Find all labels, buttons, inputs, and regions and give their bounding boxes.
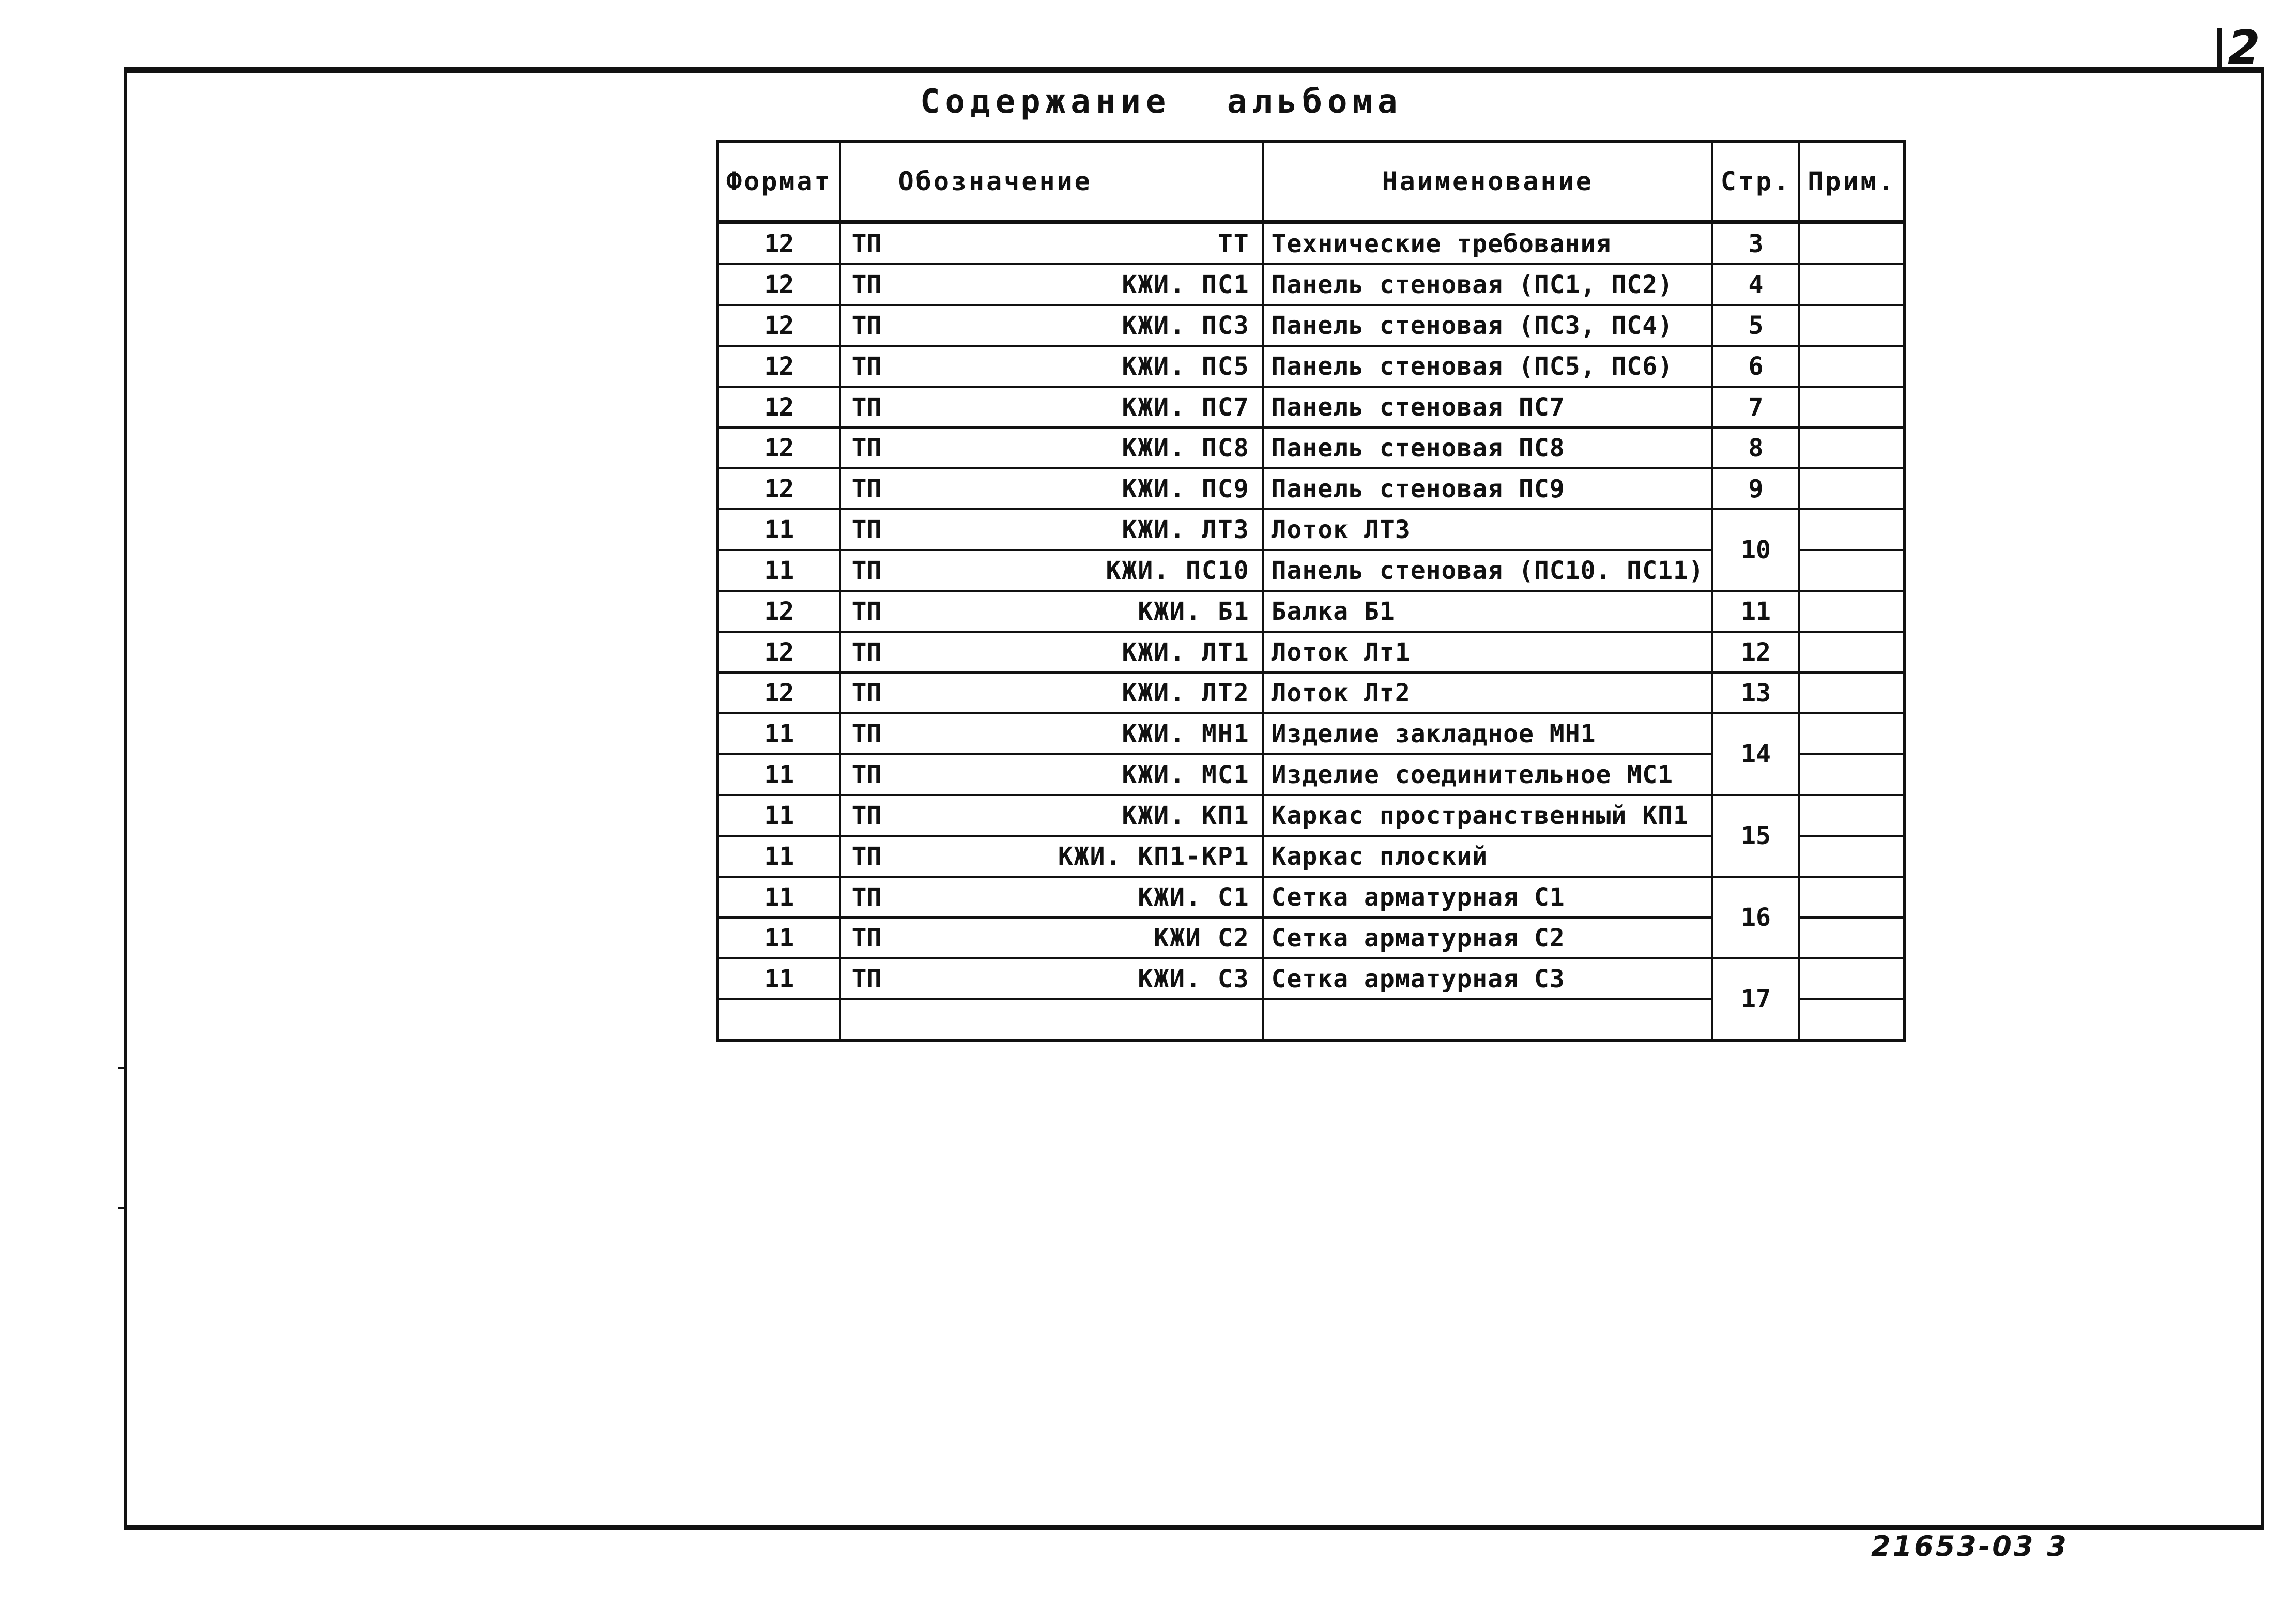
- cell-format: 11: [717, 918, 840, 958]
- cell-note: [1799, 958, 1905, 999]
- cell-name: Изделие закладное МН1: [1263, 713, 1712, 754]
- designation-code: КЖИ. ПС7: [1122, 392, 1250, 422]
- table-row: [717, 632, 1905, 672]
- cell-designation: [840, 672, 1263, 713]
- cell-note: [1799, 632, 1905, 672]
- cell-note: [1799, 387, 1905, 427]
- cell-designation: [840, 632, 1263, 672]
- cell-designation: [840, 999, 1263, 1041]
- cell-note: [1799, 509, 1905, 550]
- cell-name: Лоток Лт1: [1263, 632, 1712, 672]
- cell-note: [1799, 795, 1905, 836]
- table-body: [717, 222, 1905, 1041]
- designation-code: КЖИ. ПС5: [1122, 351, 1250, 381]
- cell-format: 12: [717, 632, 840, 672]
- cell-name: Панель стеновая (ПС10. ПС11): [1263, 550, 1712, 591]
- designation-code: КЖИ. ЛТ3: [1122, 515, 1250, 544]
- table-row: [717, 346, 1905, 387]
- header-page: Стр.: [1712, 141, 1799, 222]
- designation-prefix: ТП: [851, 392, 882, 422]
- frame-tick-mark: [118, 1067, 126, 1069]
- cell-designation: [840, 387, 1263, 427]
- cell-designation: [840, 795, 1263, 836]
- header-format: Формат: [717, 141, 840, 222]
- cell-note: [1799, 222, 1905, 264]
- cell-note: [1799, 918, 1905, 958]
- cell-page: 14: [1712, 713, 1799, 795]
- table-row: [717, 795, 1905, 836]
- cell-format: 12: [717, 427, 840, 468]
- designation-prefix: ТП: [851, 637, 882, 667]
- table-row: [717, 427, 1905, 468]
- cell-note: [1799, 305, 1905, 346]
- cell-format: 12: [717, 591, 840, 632]
- cell-format: 11: [717, 877, 840, 918]
- cell-page: 15: [1712, 795, 1799, 877]
- cell-note: [1799, 550, 1905, 591]
- cell-page: 17: [1712, 958, 1799, 1041]
- designation-prefix: ТП: [851, 556, 882, 585]
- designation-prefix: ТП: [851, 515, 882, 544]
- cell-name: [1263, 999, 1712, 1041]
- designation-code: КЖИ. Б1: [1138, 597, 1250, 626]
- designation-prefix: ТП: [851, 311, 882, 340]
- designation-prefix: ТП: [851, 760, 882, 789]
- cell-format: 12: [717, 672, 840, 713]
- table-row: [717, 509, 1905, 550]
- document-code: 21653-03 3: [1871, 1530, 2069, 1563]
- cell-designation: [840, 754, 1263, 795]
- cell-page: 3: [1712, 222, 1799, 264]
- cell-format: 12: [717, 387, 840, 427]
- cell-designation: [840, 877, 1263, 918]
- table-row: [717, 305, 1905, 346]
- designation-prefix: ТП: [851, 270, 882, 299]
- table-row: [717, 958, 1905, 999]
- cell-format: 11: [717, 509, 840, 550]
- designation-prefix: ТП: [851, 351, 882, 381]
- designation-prefix: ТП: [851, 597, 882, 626]
- cell-note: [1799, 999, 1905, 1041]
- cell-designation: [840, 713, 1263, 754]
- cell-page: 7: [1712, 387, 1799, 427]
- designation-prefix: ТП: [851, 474, 882, 503]
- cell-format: 11: [717, 550, 840, 591]
- cell-designation: [840, 346, 1263, 387]
- designation-code: КЖИ. КП1-КР1: [1058, 842, 1250, 871]
- table-row: [717, 877, 1905, 918]
- cell-note: [1799, 713, 1905, 754]
- contents-table: [716, 140, 1906, 1042]
- cell-format: 12: [717, 346, 840, 387]
- cell-note: [1799, 877, 1905, 918]
- cell-page: 16: [1712, 877, 1799, 958]
- designation-prefix: ТП: [851, 229, 882, 258]
- cell-designation: [840, 264, 1263, 305]
- cell-name: Балка Б1: [1263, 591, 1712, 632]
- cell-designation: [840, 468, 1263, 509]
- designation-code: КЖИ. ПС10: [1106, 556, 1250, 585]
- cell-page: 9: [1712, 468, 1799, 509]
- cell-name: Панель стеновая (ПС3, ПС4): [1263, 305, 1712, 346]
- cell-designation: [840, 305, 1263, 346]
- designation-code: ТТ: [1217, 229, 1250, 258]
- designation-prefix: ТП: [851, 964, 882, 993]
- designation-code: КЖИ. МН1: [1122, 719, 1250, 748]
- page-number: 2: [2228, 21, 2260, 75]
- cell-page: 5: [1712, 305, 1799, 346]
- cell-name: Панель стеновая ПС8: [1263, 427, 1712, 468]
- cell-name: Панель стеновая ПС9: [1263, 468, 1712, 509]
- cell-name: Каркас плоский: [1263, 836, 1712, 877]
- header-designation: Обозначение: [840, 141, 1263, 222]
- cell-designation: [840, 836, 1263, 877]
- table-row: [717, 264, 1905, 305]
- table-row: [717, 387, 1905, 427]
- cell-page: 8: [1712, 427, 1799, 468]
- table-row: [717, 591, 1905, 632]
- page-title: Содержание альбома: [920, 83, 1403, 121]
- designation-code: КЖИ. С3: [1138, 964, 1250, 993]
- cell-page: 10: [1712, 509, 1799, 591]
- cell-note: [1799, 264, 1905, 305]
- designation-code: КЖИ. ПС8: [1122, 433, 1250, 463]
- cell-name: Изделие соединительное МС1: [1263, 754, 1712, 795]
- cell-format: 11: [717, 754, 840, 795]
- cell-designation: [840, 427, 1263, 468]
- cell-name: Сетка арматурная С3: [1263, 958, 1712, 999]
- table-row: [717, 222, 1905, 264]
- cell-format: 12: [717, 305, 840, 346]
- cell-format: 12: [717, 264, 840, 305]
- cell-name: Лоток Лт2: [1263, 672, 1712, 713]
- cell-page: 12: [1712, 632, 1799, 672]
- cell-designation: [840, 550, 1263, 591]
- cell-name: Лоток ЛТ3: [1263, 509, 1712, 550]
- cell-note: [1799, 754, 1905, 795]
- cell-format: 11: [717, 836, 840, 877]
- cell-name: Панель стеновая ПС7: [1263, 387, 1712, 427]
- cell-page: 4: [1712, 264, 1799, 305]
- cell-designation: [840, 509, 1263, 550]
- designation-code: КЖИ. МС1: [1122, 760, 1250, 789]
- cell-note: [1799, 591, 1905, 632]
- cell-designation: [840, 958, 1263, 999]
- designation-code: КЖИ С2: [1154, 923, 1250, 953]
- cell-page: 13: [1712, 672, 1799, 713]
- cell-designation: [840, 591, 1263, 632]
- cell-designation: [840, 918, 1263, 958]
- cell-name: Сетка арматурная С1: [1263, 877, 1712, 918]
- frame-tick-mark: [118, 1207, 126, 1209]
- cell-name: Панель стеновая (ПС1, ПС2): [1263, 264, 1712, 305]
- designation-code: КЖИ. ПС9: [1122, 474, 1250, 503]
- designation-prefix: ТП: [851, 678, 882, 708]
- cell-name: Каркас пространственный КП1: [1263, 795, 1712, 836]
- designation-code: КЖИ. ПС1: [1122, 270, 1250, 299]
- cell-note: [1799, 672, 1905, 713]
- cell-designation: [840, 222, 1263, 264]
- cell-name: Технические требования: [1263, 222, 1712, 264]
- cell-note: [1799, 836, 1905, 877]
- header-note: Прим.: [1799, 141, 1905, 222]
- header-name: Наименование: [1263, 141, 1712, 222]
- designation-prefix: ТП: [851, 719, 882, 748]
- cell-page: 11: [1712, 591, 1799, 632]
- table-header-row: [717, 141, 1905, 222]
- designation-code: КЖИ. ЛТ2: [1122, 678, 1250, 708]
- designation-prefix: ТП: [851, 842, 882, 871]
- designation-prefix: ТП: [851, 882, 882, 912]
- cell-page: 6: [1712, 346, 1799, 387]
- designation-code: КЖИ. ПС3: [1122, 311, 1250, 340]
- cell-format: 11: [717, 713, 840, 754]
- table-row: [717, 713, 1905, 754]
- designation-code: КЖИ. КП1: [1122, 801, 1250, 830]
- cell-format: 11: [717, 795, 840, 836]
- cell-name: Панель стеновая (ПС5, ПС6): [1263, 346, 1712, 387]
- designation-prefix: ТП: [851, 801, 882, 830]
- cell-note: [1799, 427, 1905, 468]
- cell-name: Сетка арматурная С2: [1263, 918, 1712, 958]
- cell-format: 12: [717, 468, 840, 509]
- cell-format: 11: [717, 958, 840, 999]
- cell-note: [1799, 346, 1905, 387]
- designation-code: КЖИ. ЛТ1: [1122, 637, 1250, 667]
- cell-format: [717, 999, 840, 1041]
- table-row: [717, 468, 1905, 509]
- table-row: [717, 672, 1905, 713]
- cell-format: 12: [717, 222, 840, 264]
- designation-prefix: ТП: [851, 433, 882, 463]
- designation-code: КЖИ. С1: [1138, 882, 1250, 912]
- page-number-divider: [2217, 28, 2222, 70]
- cell-note: [1799, 468, 1905, 509]
- designation-prefix: ТП: [851, 923, 882, 953]
